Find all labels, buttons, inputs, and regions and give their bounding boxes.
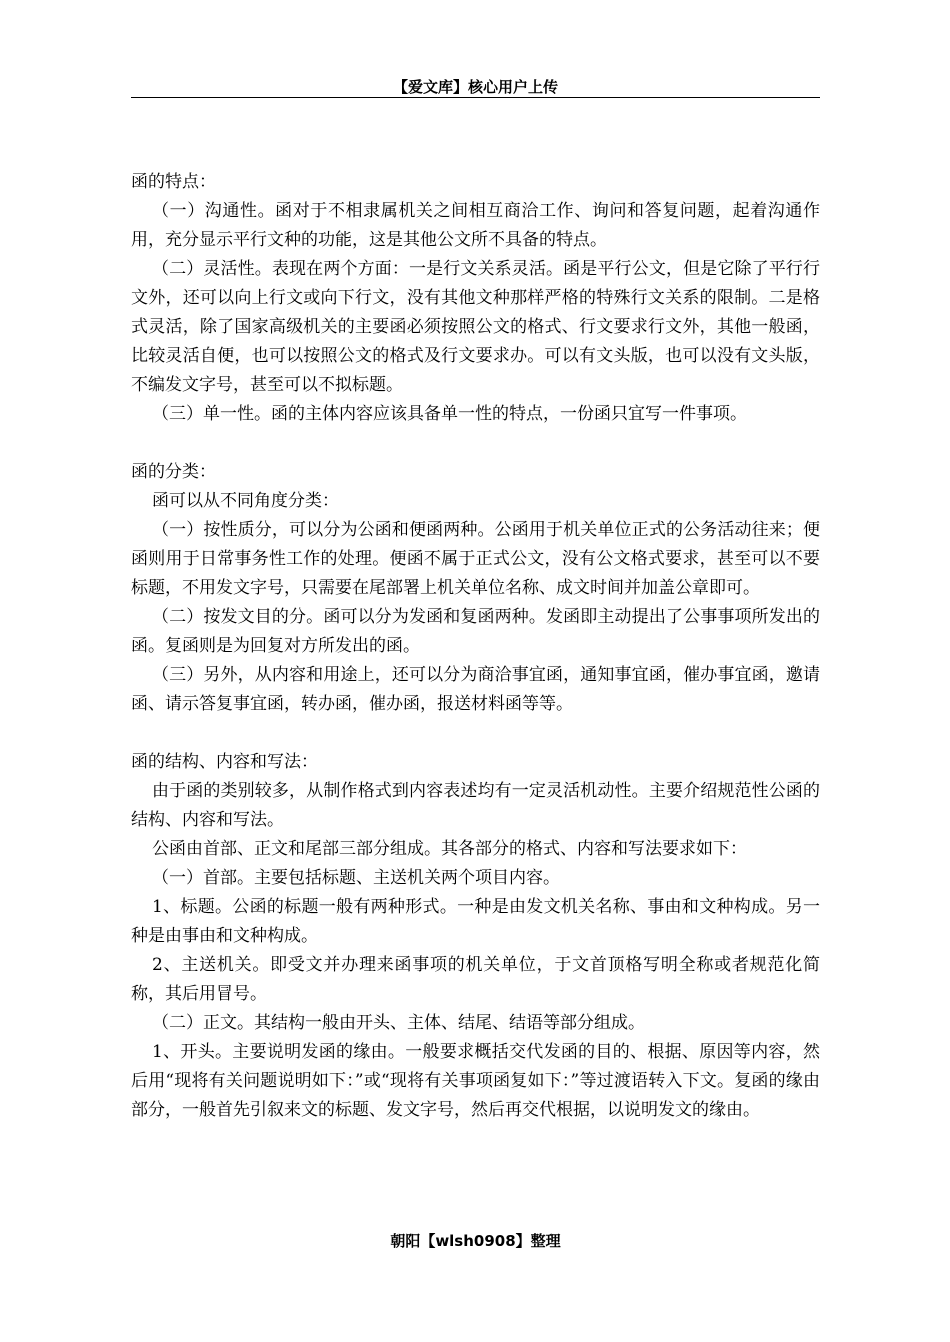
section-spacer xyxy=(131,719,820,748)
paragraph: 由于函的类别较多，从制作格式到内容表述均有一定灵活机动性。主要介绍规范性公函的结构、内容和写法。 xyxy=(131,781,820,830)
paragraph: （一）按性质分，可以分为公函和便函两种。公函用于机关单位正式的公务活动往来；便函则用于日常事务性工作的处理。便函不属于正式公文，没有公文格式要求，甚至可以不要标题，不用发文字号，只需要在尾部署上机关单位名称、成文时间并加盖公章即可。 xyxy=(131,520,820,598)
section-heading-structure: 函的结构、内容和写法： xyxy=(131,752,318,772)
paragraph: （二）灵活性。表现在两个方面：一是行文关系灵活。函是平行公文，但是它除了平行行文外，还可以向上行文或向下行文，没有其他文种那样严格的特殊行文关系的限制。二是格式灵活，除了国家高级机关的主要函必须按照公文的格式、行文要求行文外，其他一般函，比较灵活自便，也可以按照公文的格式及行文要求办。可以有文头版，也可以没有文头版，不编发文字号，甚至可以不拟标题。 xyxy=(131,259,820,395)
paragraph: （二）正文。其结构一般由开头、主体、结尾、结语等部分组成。 xyxy=(152,1013,645,1033)
page-footer: 朝阳【wlsh0908】整理 xyxy=(390,1232,561,1250)
paragraph: （一）沟通性。函对于不相隶属机关之间相互商洽工作、询问和答复问题，起着沟通作用，充分显示平行文种的功能，这是其他公文所不具备的特点。 xyxy=(131,201,820,250)
section-spacer xyxy=(131,429,820,458)
paragraph: （三）另外，从内容和用途上，还可以分为商洽事宜函，通知事宜函，催办事宜函，邀请函、请示答复事宜函，转办函，催办函，报送材料函等等。 xyxy=(131,665,820,714)
paragraph: 1、标题。公函的标题一般有两种形式。一种是由发文机关名称、事由和文种构成。另一种是由事由和文种构成。 xyxy=(131,897,820,946)
paragraph: 1、开头。主要说明发函的缘由。一般要求概括交代发函的目的、根据、原因等内容，然后用“现将有关问题说明如下：”或“现将有关事项函复如下：”等过渡语转入下文。复函的缘由部分，一般首先引叙来文的标题、发文字号，然后再交代根据，以说明发文的缘由。 xyxy=(131,1042,820,1120)
paragraph: 函可以从不同角度分类： xyxy=(152,491,339,511)
paragraph: 2、主送机关。即受文并办理来函事项的机关单位，于文首顶格写明全称或者规范化简称，其后用冒号。 xyxy=(131,955,820,1004)
paragraph: （三）单一性。函的主体内容应该具备单一性的特点，一份函只宜写一件事项。 xyxy=(152,404,747,424)
page-header: 【爱文库】核心用户上传 xyxy=(392,78,558,96)
paragraph: （一）首部。主要包括标题、主送机关两个项目内容。 xyxy=(152,868,560,888)
paragraph: 公函由首部、正文和尾部三部分组成。其各部分的格式、内容和写法要求如下： xyxy=(152,839,747,859)
section-heading-features: 函的特点： xyxy=(131,172,216,192)
header-divider xyxy=(131,97,820,98)
section-heading-categories: 函的分类： xyxy=(131,462,216,482)
paragraph: （二）按发文目的分。函可以分为发函和复函两种。发函即主动提出了公事事项所发出的函。复函则是为回复对方所发出的函。 xyxy=(131,607,820,656)
document-body xyxy=(131,168,820,1125)
